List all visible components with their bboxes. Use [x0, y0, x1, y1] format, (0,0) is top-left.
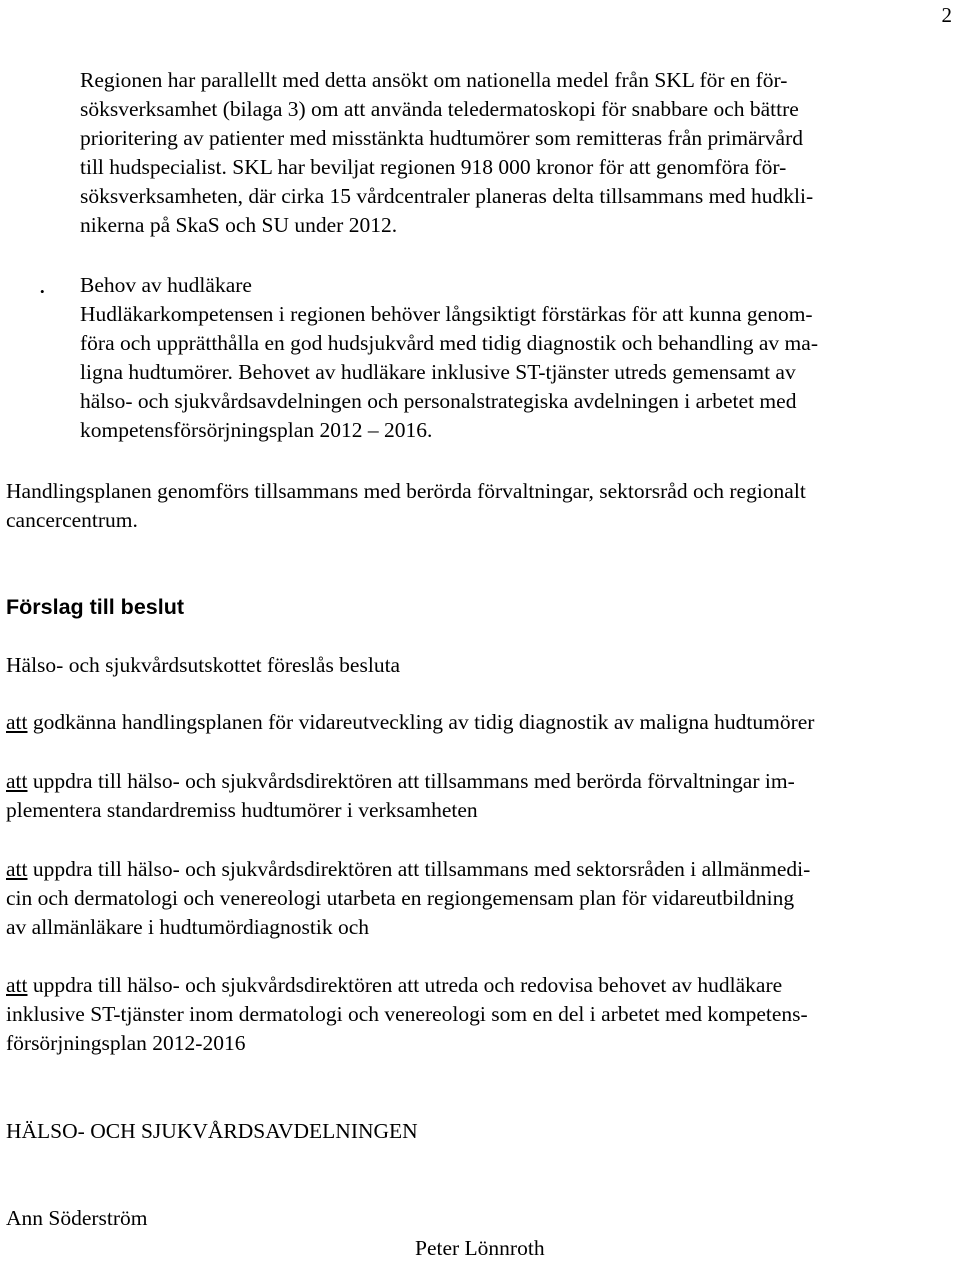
text-line	[6, 708, 956, 737]
decision-item-3	[6, 855, 956, 942]
text-line: försörjningsplan 2012-2016	[6, 1031, 246, 1055]
att-keyword: att	[6, 710, 28, 734]
item-text: uppdra till hälso- och sjukvårdsdirektören att utreda och redovisa behovet av hudläkare	[27, 973, 783, 997]
signatory-2: Peter Lönnroth	[415, 1236, 545, 1260]
att-keyword: att	[6, 973, 28, 997]
decision-item-2	[6, 767, 956, 825]
decision-item-1	[6, 708, 956, 737]
text-line	[6, 767, 956, 796]
text-line: till hudspecialist. SKL har beviljat regionen 918 000 kronor för att genomföra för-	[80, 155, 787, 179]
intro-paragraph	[80, 66, 956, 240]
signatory-1: Ann Söderström	[6, 1206, 148, 1230]
bullet-icon: •	[40, 284, 45, 299]
item-text: uppdra till hälso- och sjukvårdsdirektören att tillsammans med sektorsråden i allmänmedi-	[27, 857, 811, 881]
text-line: av allmänläkare i hudtumördiagnostik och	[6, 915, 370, 939]
text-line: nikerna på SkaS och SU under 2012.	[80, 213, 398, 237]
text-line: inklusive ST-tjänster inom dermatologi och venereologi som en del i arbetet med kompetens-	[6, 1002, 808, 1026]
text-line: Hudläkarkompetensen i regionen behöver långsiktigt förstärkas för att kunna genom-	[80, 302, 813, 326]
text-line: plementera standardremiss hudtumörer i verksamheten	[6, 798, 478, 822]
page-number: 2	[941, 3, 952, 27]
text-line	[6, 855, 956, 884]
decision-item-4	[6, 971, 956, 1058]
decision-intro: Hälso- och sjukvårdsutskottet föreslås besluta	[6, 653, 401, 677]
text-line: ligna hudtumörer. Behovet av hudläkare inklusive ST-tjänster utreds gemensamt av	[80, 360, 796, 384]
section-heading: Förslag till beslut	[6, 595, 184, 619]
text-line: Handlingsplanen genomförs tillsammans med berörda förvaltningar, sektorsråd och regionalt	[6, 479, 806, 503]
item-text: uppdra till hälso- och sjukvårdsdirektören att tillsammans med berörda förvaltningar im-	[27, 769, 795, 793]
item-text: godkänna handlingsplanen för vidareutveckling av tidig diagnostik av maligna hudtumörer	[27, 710, 815, 734]
text-line: söksverksamhet (bilaga 3) om att använda teledermatoskopi för snabbare och bättre	[80, 97, 799, 121]
text-line: hälso- och sjukvårdsavdelningen och personalstrategiska avdelningen i arbetet med	[80, 389, 797, 413]
text-line	[6, 971, 956, 1000]
text-line: cancercentrum.	[6, 508, 138, 532]
att-keyword: att	[6, 769, 28, 793]
text-line: föra och upprätthålla en god hudsjukvård med tidig diagnostik och behandling av ma-	[80, 331, 818, 355]
text-line: Regionen har parallellt med detta ansökt om nationella medel från SKL för en för-	[80, 68, 788, 92]
text-line: prioritering av patienter med misstänkta hudtumörer som remitteras från primärvård	[80, 126, 804, 150]
department-name: HÄLSO- OCH SJUKVÅRDSAVDELNINGEN	[6, 1119, 418, 1143]
att-keyword: att	[6, 857, 28, 881]
text-line: kompetensförsörjningsplan 2012 – 2016.	[80, 418, 433, 442]
text-line: söksverksamheten, där cirka 15 vårdcentraler planeras delta tillsammans med hudkli-	[80, 184, 814, 208]
text-line: cin och dermatologi och venereologi utarbeta en regiongemensam plan för vidareutbildning	[6, 886, 795, 910]
bullet-paragraph	[80, 271, 956, 445]
closing-paragraph	[6, 477, 956, 535]
bullet-title: Behov av hudläkare	[80, 273, 252, 297]
